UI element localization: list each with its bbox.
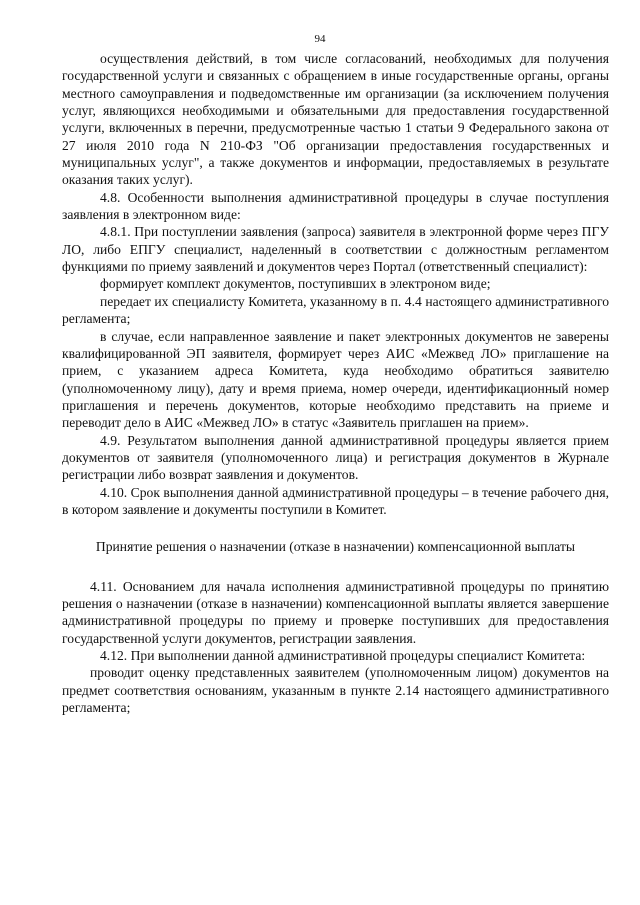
paragraph-4-9: 4.9. Результатом выполнения данной административной процедуры является прием документов от заявителя (уполномоченного лица) и регистрация документов в Журнале регистрации либо возврат заявления и документов.	[62, 432, 609, 483]
list-item-transfers: передает их специалисту Комитета, указанному в п. 4.4 настоящего административного регламента;	[62, 293, 609, 327]
list-item-assessment: проводит оценку представленных заявителем (уполномоченным лицом) документов на предмет соответствия основаниям, указанным в пункте 2.14 настоящего административного регламента;	[62, 665, 609, 716]
paragraph-4-10: 4.10. Срок выполнения данной административной процедуры – в течение рабочего дня, в котором заявление и документы поступили в Комитет.	[62, 484, 609, 517]
paragraph-4-11: 4.11. Основанием для начала исполнения административной процедуры по принятию решения о назначении (отказе в назначении) компенсационной выплаты является завершение административной процедуры по приему и проверке поступивших для предоставления государственной услуги документов, регистрации заявления.	[62, 578, 609, 646]
paragraph-4-8: 4.8. Особенности выполнения административной процедуры в случае поступления заявления в электронном виде:	[62, 189, 609, 223]
list-item-invitation: в случае, если направленное заявление и пакет электронных документов не заверены квалифицированной ЭП заявителя, формирует через АИС «Межвед ЛО» приглашение на прием, с указанием адреса Комитета, куда необходимо обратиться заявителю (уполномоченному лицу), дату и время приема, номер очереди, идентификационный номер приглашения и перечень документов, которые необходимо представить на приеме и переводит дело в АИС «Межвед ЛО» в статус «Заявитель приглашен на прием».	[62, 328, 609, 431]
paragraph-4-12: 4.12. При выполнении данной административной процедуры специалист Комитета:	[100, 648, 586, 663]
page-number: 94	[314, 33, 326, 45]
document-body	[62, 50, 609, 716]
paragraph-continuation: осуществления действий, в том числе согласований, необходимых для получения государственной услуги и связанных с обращением в иные государственные органы, органы местного самоуправления и подведомственные им организации (за исключением получения услуг, являющихся необходимыми и обязательными для предоставления государственной услуги, включенных в перечни, предусмотренные частью 1 статьи 9 Федерального закона от 27 июля 2010 года N 210-ФЗ "Об организации предоставления государственных и муниципальных услуг", а также документов и информации, предоставляемых в результате оказания таких услуг).	[62, 51, 609, 188]
section-heading: Принятие решения о назначении (отказе в назначении) компенсационной выплаты	[95, 539, 576, 555]
list-item-forms-package: формирует комплект документов, поступивших в электроном виде;	[100, 276, 491, 292]
paragraph-4-8-1: 4.8.1. При поступлении заявления (запроса) заявителя в электронной форме через ПГУ ЛО, либо ЕПГУ специалист, наделенный в соответствии с должностным регламентом функциями по приему заявлений и документов через Портал (ответственный специалист):	[62, 224, 609, 275]
